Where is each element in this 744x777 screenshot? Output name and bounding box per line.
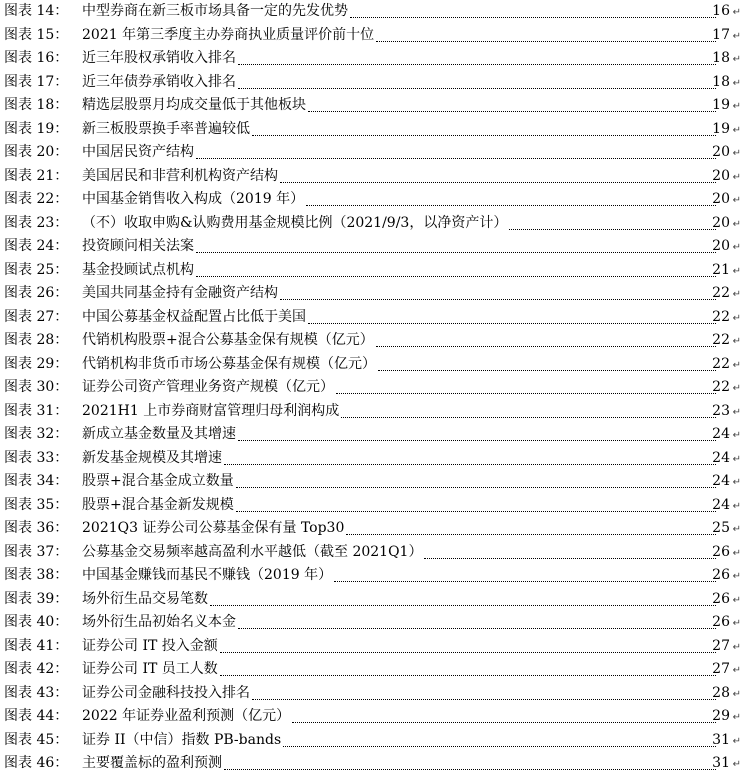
toc-entry-title[interactable]: 基金投顾试点机构 — [82, 259, 195, 283]
paragraph-mark-icon: ↵ — [732, 77, 741, 89]
toc-entry[interactable] — [0, 423, 744, 447]
toc-entry-title[interactable]: 证券公司金融科技投入排名 — [82, 682, 251, 706]
toc-entry[interactable] — [0, 611, 744, 635]
paragraph-mark-icon: ↵ — [732, 101, 741, 112]
toc-entry-page: 31 — [712, 755, 730, 771]
toc-entry-page: 20 — [712, 191, 730, 207]
dot-leader — [280, 182, 716, 183]
paragraph-mark-icon: ↵ — [732, 30, 741, 42]
paragraph-mark-icon: ↵ — [732, 688, 741, 700]
toc-entry-title[interactable]: （不）收取申购&认购费用基金规模比例（2021/9/3，以净资产计） — [82, 212, 508, 236]
toc-entry-page: 21 — [712, 261, 730, 278]
paragraph-mark-icon: ↵ — [732, 665, 741, 676]
toc-entry[interactable] — [0, 71, 744, 95]
toc-entry-page: 26 — [712, 614, 730, 630]
toc-entry[interactable] — [0, 188, 744, 212]
toc-entry-page: 26 — [712, 567, 730, 583]
dot-leader — [238, 628, 716, 629]
toc-entry[interactable] — [0, 635, 744, 659]
toc-entry-label: 图表 28： — [4, 332, 69, 348]
toc-entry-label: 图表 44： — [4, 708, 69, 724]
toc-entry-label: 图表 16： — [4, 50, 69, 66]
toc-entry-label: 图表 45： — [4, 731, 69, 748]
paragraph-mark-icon: ↵ — [732, 430, 741, 441]
toc-entry[interactable] — [0, 141, 744, 165]
toc-entry-label: 图表 30： — [4, 379, 69, 395]
toc-entry-page: 28 — [712, 684, 730, 701]
paragraph-mark-icon: ↵ — [732, 195, 741, 206]
toc-entry-label: 图表 25： — [4, 261, 69, 278]
toc-entry-page: 23 — [712, 402, 730, 419]
paragraph-mark-icon: ↵ — [732, 336, 741, 347]
toc-entry-title[interactable]: 美国共同基金持有金融资产结构 — [82, 282, 279, 306]
paragraph-mark-icon: ↵ — [732, 383, 741, 394]
toc-entry-title[interactable]: 中国基金销售收入构成（2019 年） — [82, 188, 305, 212]
toc-entry-title[interactable]: 2021 年第三季度主办券商执业质量评价前十位 — [82, 24, 375, 48]
paragraph-mark-icon: ↵ — [732, 547, 741, 559]
dot-leader — [308, 111, 716, 112]
paragraph-mark-icon: ↵ — [732, 477, 741, 488]
paragraph-mark-icon: ↵ — [732, 759, 741, 770]
dot-leader — [224, 464, 716, 465]
toc-entry-page: 20 — [712, 167, 730, 184]
toc-entry-page: 24 — [712, 473, 730, 489]
toc-entry[interactable] — [0, 588, 744, 612]
toc-entry-label: 图表 22： — [4, 191, 69, 207]
toc-entry[interactable] — [0, 94, 744, 118]
toc-entry-page: 19 — [712, 120, 730, 137]
toc-entry-title[interactable]: 新成立基金数量及其增速 — [82, 423, 237, 447]
toc-entry-label: 图表 35： — [4, 496, 69, 513]
toc-entry[interactable] — [0, 376, 744, 400]
paragraph-mark-icon: ↵ — [732, 500, 741, 512]
toc-entry-page: 17 — [712, 26, 730, 43]
dot-leader — [210, 605, 716, 606]
paragraph-mark-icon: ↵ — [732, 124, 741, 136]
toc-entry-title[interactable]: 美国居民和非营利机构资产结构 — [82, 165, 279, 189]
toc-entry-label: 图表 17： — [4, 73, 69, 90]
paragraph-mark-icon: ↵ — [732, 571, 741, 582]
toc-entry[interactable] — [0, 212, 744, 236]
toc-entry-title[interactable]: 2021H1 上市券商财富管理归母利润构成 — [82, 400, 340, 424]
toc-entry-label: 图表 43： — [4, 684, 69, 701]
dot-leader — [280, 299, 716, 300]
toc-entry-page: 26 — [712, 590, 730, 607]
toc-entry[interactable] — [0, 658, 744, 682]
paragraph-mark-icon: ↵ — [732, 712, 741, 723]
dot-leader — [306, 205, 716, 206]
toc-entry-title[interactable]: 股票+混合基金成立数量 — [82, 470, 235, 494]
toc-entry-page: 22 — [712, 379, 730, 395]
dot-leader — [346, 534, 716, 535]
toc-entry[interactable] — [0, 24, 744, 48]
toc-entry-label: 图表 15： — [4, 26, 69, 43]
toc-entry-label: 图表 34： — [4, 473, 69, 489]
paragraph-mark-icon: ↵ — [732, 7, 741, 18]
dot-leader — [220, 652, 716, 653]
paragraph-mark-icon: ↵ — [732, 735, 741, 747]
paragraph-mark-icon: ↵ — [732, 148, 741, 159]
toc-entry-page: 29 — [712, 708, 730, 724]
dot-leader — [350, 17, 716, 18]
toc-entry-label: 图表 20： — [4, 144, 69, 160]
toc-entry-title[interactable]: 新发基金规模及其增速 — [82, 447, 223, 471]
dot-leader — [196, 252, 716, 253]
toc-entry[interactable] — [0, 0, 744, 24]
toc-entry[interactable] — [0, 259, 744, 283]
toc-entry-label: 图表 14： — [4, 3, 69, 19]
toc-entry-page: 22 — [712, 285, 730, 301]
dot-leader — [220, 675, 716, 676]
paragraph-mark-icon: ↵ — [732, 289, 741, 300]
toc-entry-page: 19 — [712, 97, 730, 113]
toc-entry[interactable] — [0, 752, 744, 776]
toc-entry[interactable] — [0, 47, 744, 71]
toc-entry-title[interactable]: 2022 年证券业盈利预测（亿元） — [82, 705, 291, 729]
toc-entry-page: 16 — [712, 3, 730, 19]
toc-entry-title[interactable]: 精选层股票月均成交量低于其他板块 — [82, 94, 307, 118]
dot-leader — [308, 323, 716, 324]
toc-entry-page: 18 — [712, 73, 730, 90]
dot-leader — [292, 722, 716, 723]
toc-entry-page: 31 — [712, 731, 730, 748]
toc-entry[interactable] — [0, 682, 744, 706]
dot-leader — [424, 558, 716, 559]
toc-entry[interactable] — [0, 729, 744, 753]
paragraph-mark-icon: ↵ — [732, 312, 741, 324]
toc-entry-label: 图表 24： — [4, 238, 69, 254]
dot-leader — [224, 769, 716, 770]
paragraph-mark-icon: ↵ — [732, 171, 741, 183]
dot-leader — [376, 346, 716, 347]
dot-leader — [196, 276, 716, 277]
toc-entry-label: 图表 29： — [4, 355, 69, 372]
toc-entry-title[interactable]: 股票+混合基金新发规模 — [82, 494, 235, 518]
toc-entry-label: 图表 27： — [4, 308, 69, 325]
toc-entry-title[interactable]: 中国居民资产结构 — [82, 141, 195, 165]
dot-leader — [334, 581, 716, 582]
toc-entry-label: 图表 39： — [4, 590, 69, 607]
toc-entry-page: 22 — [712, 355, 730, 372]
toc-entry-title[interactable]: 近三年债券承销收入排名 — [82, 71, 237, 95]
paragraph-mark-icon: ↵ — [732, 265, 741, 277]
toc-entry-title[interactable]: 公募基金交易频率越高盈利水平越低（截至 2021Q1） — [82, 541, 423, 565]
toc-entry[interactable] — [0, 564, 744, 588]
toc-entry-label: 图表 32： — [4, 426, 69, 442]
toc-entry-page: 20 — [712, 144, 730, 160]
toc-entry-title[interactable]: 代销机构非货币市场公募基金保有规模（亿元） — [82, 353, 377, 377]
toc-entry-title[interactable]: 证券公司资产管理业务资产规模（亿元） — [82, 376, 335, 400]
toc-entry[interactable] — [0, 400, 744, 424]
toc-entry-label: 图表 23： — [4, 214, 69, 231]
toc-entry-page: 20 — [712, 214, 730, 231]
toc-entry[interactable] — [0, 118, 744, 142]
toc-entry-title[interactable]: 证券公司 IT 投入金额 — [82, 635, 219, 659]
toc-entry-title[interactable]: 2021Q3 证券公司公募基金保有量 Top30 — [82, 517, 345, 541]
toc-entry-page: 20 — [712, 238, 730, 254]
toc-entry-page: 25 — [712, 520, 730, 536]
toc-entry-label: 图表 36： — [4, 520, 69, 536]
toc-entry-label: 图表 31： — [4, 402, 69, 419]
toc-entry-label: 图表 40： — [4, 614, 69, 630]
dot-leader — [378, 370, 716, 371]
dot-leader — [238, 440, 716, 441]
toc-entry-page: 24 — [712, 449, 730, 466]
dot-leader — [252, 135, 716, 136]
paragraph-mark-icon: ↵ — [732, 242, 741, 253]
toc-entry-title[interactable]: 中国基金赚钱而基民不赚钱（2019 年） — [82, 564, 333, 588]
dot-leader — [336, 393, 716, 394]
dot-leader — [376, 41, 716, 42]
toc-entry-page: 27 — [712, 637, 730, 654]
dot-leader — [236, 511, 716, 512]
dot-leader — [238, 64, 716, 65]
dot-leader — [283, 746, 716, 747]
toc-entry-page: 22 — [712, 308, 730, 325]
toc-entry-label: 图表 37： — [4, 543, 69, 560]
toc-entry-page: 24 — [712, 426, 730, 442]
toc-entry-label: 图表 46： — [4, 755, 69, 771]
paragraph-mark-icon: ↵ — [732, 406, 741, 418]
toc-entry-title[interactable]: 主要覆盖标的盈利预测 — [82, 752, 223, 776]
toc-entry-title[interactable]: 证券公司 IT 员工人数 — [82, 658, 219, 682]
paragraph-mark-icon: ↵ — [732, 54, 741, 65]
toc-entry-title[interactable]: 场外衍生品初始名义本金 — [82, 611, 237, 635]
paragraph-mark-icon: ↵ — [732, 524, 741, 535]
dot-leader — [196, 158, 716, 159]
toc-entry[interactable] — [0, 517, 744, 541]
toc-entry[interactable] — [0, 353, 744, 377]
toc-entry-page: 27 — [712, 661, 730, 677]
toc-entry-title[interactable]: 中型券商在新三板市场具备一定的先发优势 — [82, 0, 349, 24]
dot-leader — [236, 487, 716, 488]
toc-entry-label: 图表 18： — [4, 97, 69, 113]
toc-entry[interactable] — [0, 705, 744, 729]
paragraph-mark-icon: ↵ — [732, 218, 741, 230]
toc-entry-page: 26 — [712, 543, 730, 560]
toc-entry[interactable] — [0, 282, 744, 306]
toc-entry-title[interactable]: 场外衍生品交易笔数 — [82, 588, 209, 612]
toc-entry-page: 18 — [712, 50, 730, 66]
toc-entry-label: 图表 21： — [4, 167, 69, 184]
toc-entry[interactable] — [0, 541, 744, 565]
toc-entry-title[interactable]: 投资顾问相关法案 — [82, 235, 195, 259]
toc-entry-page: 22 — [712, 332, 730, 348]
paragraph-mark-icon: ↵ — [732, 618, 741, 629]
dot-leader — [509, 229, 716, 230]
toc-entry-title[interactable]: 近三年股权承销收入排名 — [82, 47, 237, 71]
toc-entry-title[interactable]: 中国公募基金权益配置占比低于美国 — [82, 306, 307, 330]
toc-entry-label: 图表 41： — [4, 637, 69, 654]
paragraph-mark-icon: ↵ — [732, 641, 741, 653]
toc-entry-title[interactable]: 证券 II（中信）指数 PB-bands — [82, 729, 282, 753]
toc-entry-label: 图表 33： — [4, 449, 69, 466]
toc-entry[interactable] — [0, 306, 744, 330]
toc-entry-page: 24 — [712, 496, 730, 513]
dot-leader — [238, 88, 716, 89]
toc-entry[interactable] — [0, 470, 744, 494]
toc-entry[interactable] — [0, 235, 744, 259]
paragraph-mark-icon: ↵ — [732, 453, 741, 465]
toc-entry-label: 图表 19： — [4, 120, 69, 137]
toc-entry[interactable] — [0, 447, 744, 471]
toc-entry[interactable] — [0, 165, 744, 189]
toc-entry-title[interactable]: 代销机构股票+混合公募基金保有规模（亿元） — [82, 329, 375, 353]
toc-entry-label: 图表 26： — [4, 285, 69, 301]
dot-leader — [252, 699, 716, 700]
toc-entry-title[interactable]: 新三板股票换手率普遍较低 — [82, 118, 251, 142]
paragraph-mark-icon: ↵ — [732, 594, 741, 606]
toc-entry-label: 图表 42： — [4, 661, 69, 677]
toc-entry[interactable] — [0, 329, 744, 353]
toc-entry[interactable] — [0, 494, 744, 518]
dot-leader — [341, 417, 716, 418]
toc-entry-label: 图表 38： — [4, 567, 69, 583]
paragraph-mark-icon: ↵ — [732, 359, 741, 371]
